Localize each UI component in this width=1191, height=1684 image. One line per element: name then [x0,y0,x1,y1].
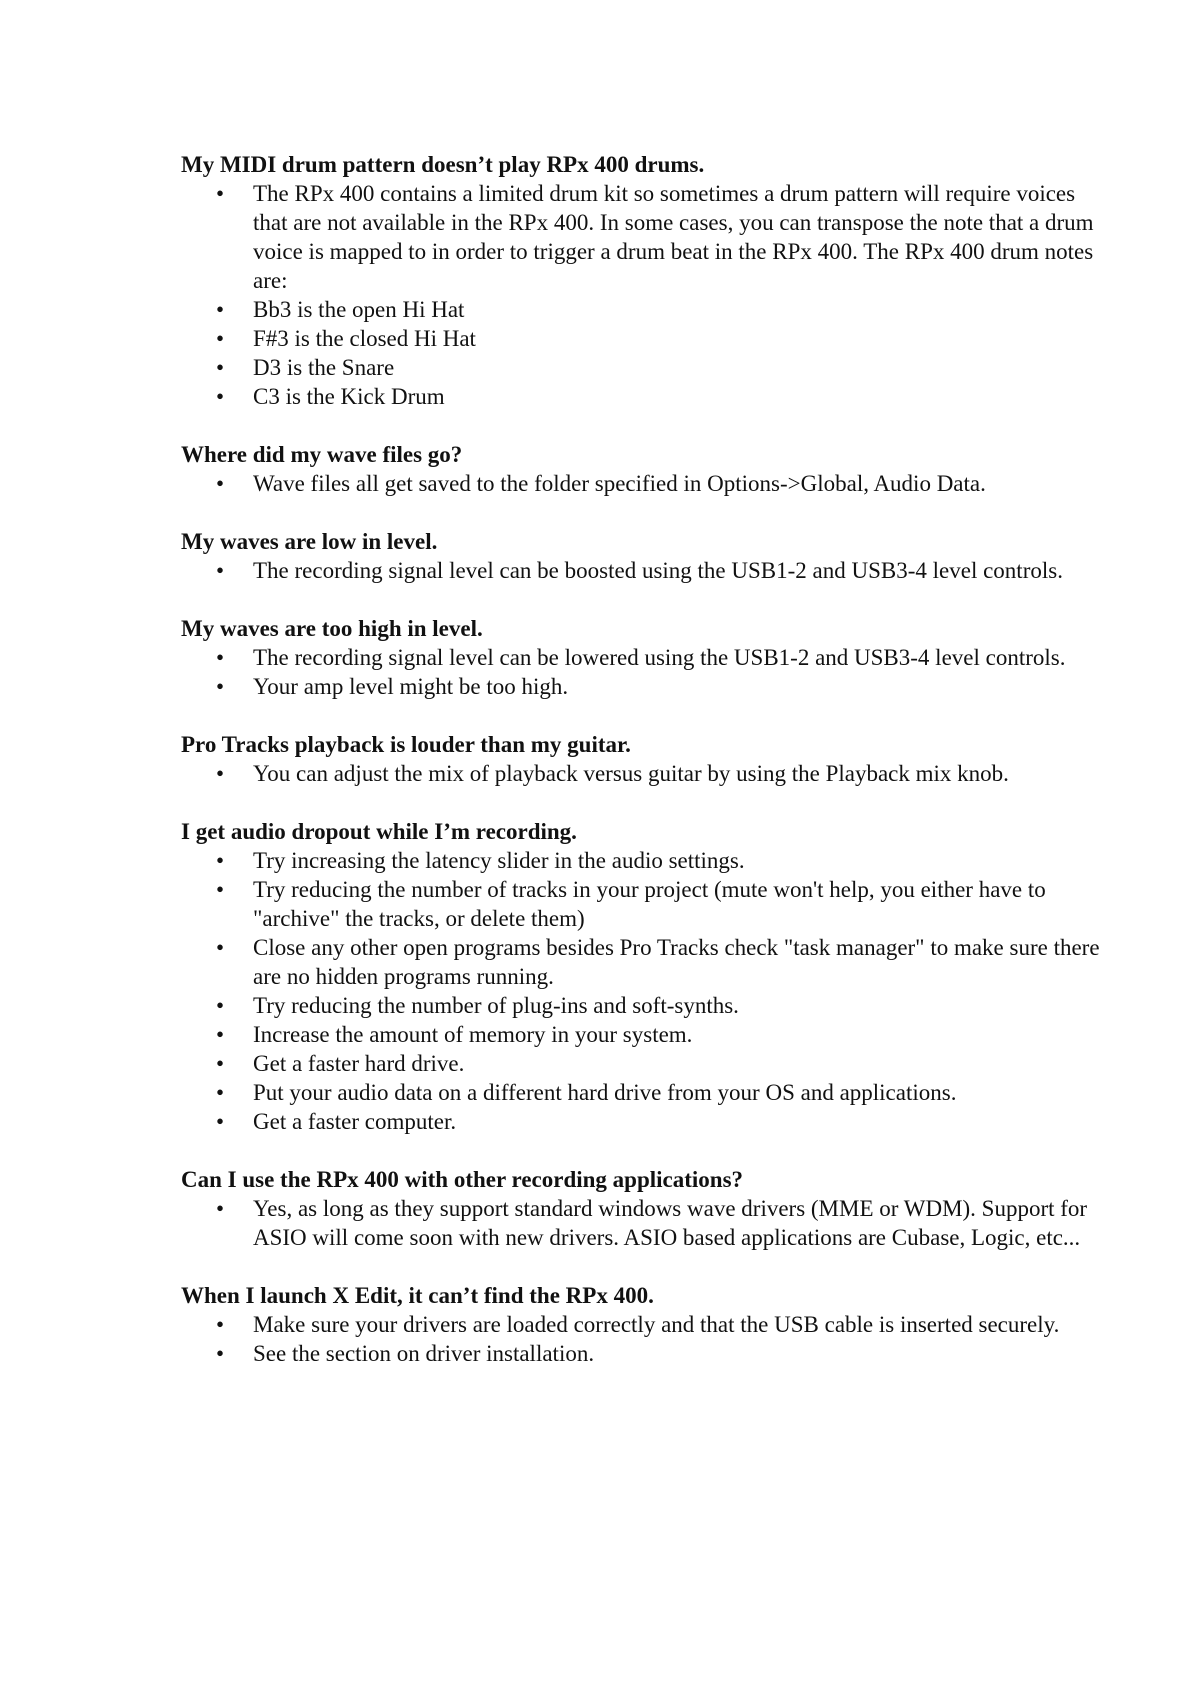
answer-list [181,556,1111,585]
bullet-icon: • [216,848,225,873]
answer-text: Your amp level might be too high. [253,674,569,699]
bullet-icon: • [216,355,225,380]
answer-list [181,643,1111,701]
bullet-icon: • [216,558,225,583]
answer-item [181,556,1111,585]
bullet-icon: • [216,935,225,960]
answer-text: F#3 is the closed Hi Hat [253,326,476,351]
answer-item [181,1078,1111,1107]
faq-question: My MIDI drum pattern doesn’t play RPx 400 drums. [181,152,705,177]
faq-section-high-level [181,614,1111,701]
answer-list [181,846,1111,1136]
answer-text: The recording signal level can be lowered using the USB1-2 and USB3-4 level controls. [253,645,1066,670]
bullet-icon: • [216,326,225,351]
bullet-icon: • [216,761,225,786]
faq-section-drum-pattern [181,150,1111,411]
bullet-icon: • [216,1312,225,1337]
bullet-icon: • [216,1109,225,1134]
faq-question: My waves are low in level. [181,529,438,554]
answer-item [181,846,1111,875]
answer-item [181,382,1111,411]
bullet-icon: • [216,181,225,206]
answer-item [181,1049,1111,1078]
faq-section-audio-dropout [181,817,1111,1136]
bullet-icon: • [216,1080,225,1105]
answer-item [181,643,1111,672]
answer-text: Try reducing the number of plug-ins and soft-synths. [253,993,739,1018]
answer-text: See the section on driver installation. [253,1341,595,1366]
answer-list [181,1310,1111,1368]
bullet-icon: • [216,1051,225,1076]
faq-question: Pro Tracks playback is louder than my guitar. [181,732,631,757]
answer-list [181,179,1111,411]
faq-section-low-level [181,527,1111,585]
faq-section-other-apps [181,1165,1111,1252]
answer-text: C3 is the Kick Drum [253,384,445,409]
answer-item [181,1020,1111,1049]
bullet-icon: • [216,674,225,699]
answer-item [181,991,1111,1020]
bullet-icon: • [216,1022,225,1047]
answer-item [181,759,1111,788]
faq-question: Where did my wave files go? [181,442,463,467]
answer-item [181,933,1111,991]
answer-text: The RPx 400 contains a limited drum kit so sometimes a drum pattern will require voices that are not available in the RPx 400. In some cases, you can transpose the note that a drum voice is mapped to in order to trigger a drum beat in the RPx 400. The RPx 400 drum notes are: [253,181,1094,293]
bullet-icon: • [216,645,225,670]
faq-question: When I launch X Edit, it can’t find the RPx 400. [181,1283,654,1308]
answer-item [181,672,1111,701]
faq-page [181,150,1111,1397]
answer-text: Try increasing the latency slider in the audio settings. [253,848,745,873]
answer-text: Try reducing the number of tracks in your project (mute won't help, you either have to "archive" the tracks, or delete them) [253,877,1046,931]
answer-item [181,324,1111,353]
answer-item [181,353,1111,382]
answer-text: Make sure your drivers are loaded correctly and that the USB cable is inserted securely. [253,1312,1060,1337]
answer-text: Yes, as long as they support standard windows wave drivers (MME or WDM). Support for ASIO will come soon with new drivers. ASIO based applications are Cubase, Logic, etc... [253,1196,1088,1250]
answer-item [181,875,1111,933]
bullet-icon: • [216,1196,225,1221]
answer-text: Get a faster hard drive. [253,1051,465,1076]
answer-item [181,295,1111,324]
answer-text: Increase the amount of memory in your system. [253,1022,693,1047]
faq-section-playback-louder [181,730,1111,788]
faq-section-wave-files [181,440,1111,498]
answer-list [181,469,1111,498]
bullet-icon: • [216,877,225,902]
bullet-icon: • [216,471,225,496]
answer-text: Bb3 is the open Hi Hat [253,297,465,322]
answer-item [181,1107,1111,1136]
answer-text: D3 is the Snare [253,355,395,380]
faq-question: My waves are too high in level. [181,616,483,641]
answer-list [181,1194,1111,1252]
bullet-icon: • [216,384,225,409]
answer-item [181,1194,1111,1252]
answer-item [181,469,1111,498]
answer-item [181,179,1111,295]
faq-section-x-edit [181,1281,1111,1368]
faq-question: I get audio dropout while I’m recording. [181,819,577,844]
answer-text: The recording signal level can be boosted using the USB1-2 and USB3-4 level controls. [253,558,1063,583]
answer-text: Get a faster computer. [253,1109,457,1134]
bullet-icon: • [216,1341,225,1366]
bullet-icon: • [216,297,225,322]
answer-list [181,759,1111,788]
faq-question: Can I use the RPx 400 with other recording applications? [181,1167,744,1192]
bullet-icon: • [216,993,225,1018]
answer-text: Close any other open programs besides Pro Tracks check "task manager" to make sure there are no hidden programs running. [253,935,1100,989]
answer-item [181,1310,1111,1339]
answer-text: Wave files all get saved to the folder specified in Options->Global, Audio Data. [253,471,986,496]
answer-item [181,1339,1111,1368]
answer-text: Put your audio data on a different hard drive from your OS and applications. [253,1080,957,1105]
answer-text: You can adjust the mix of playback versus guitar by using the Playback mix knob. [253,761,1009,786]
